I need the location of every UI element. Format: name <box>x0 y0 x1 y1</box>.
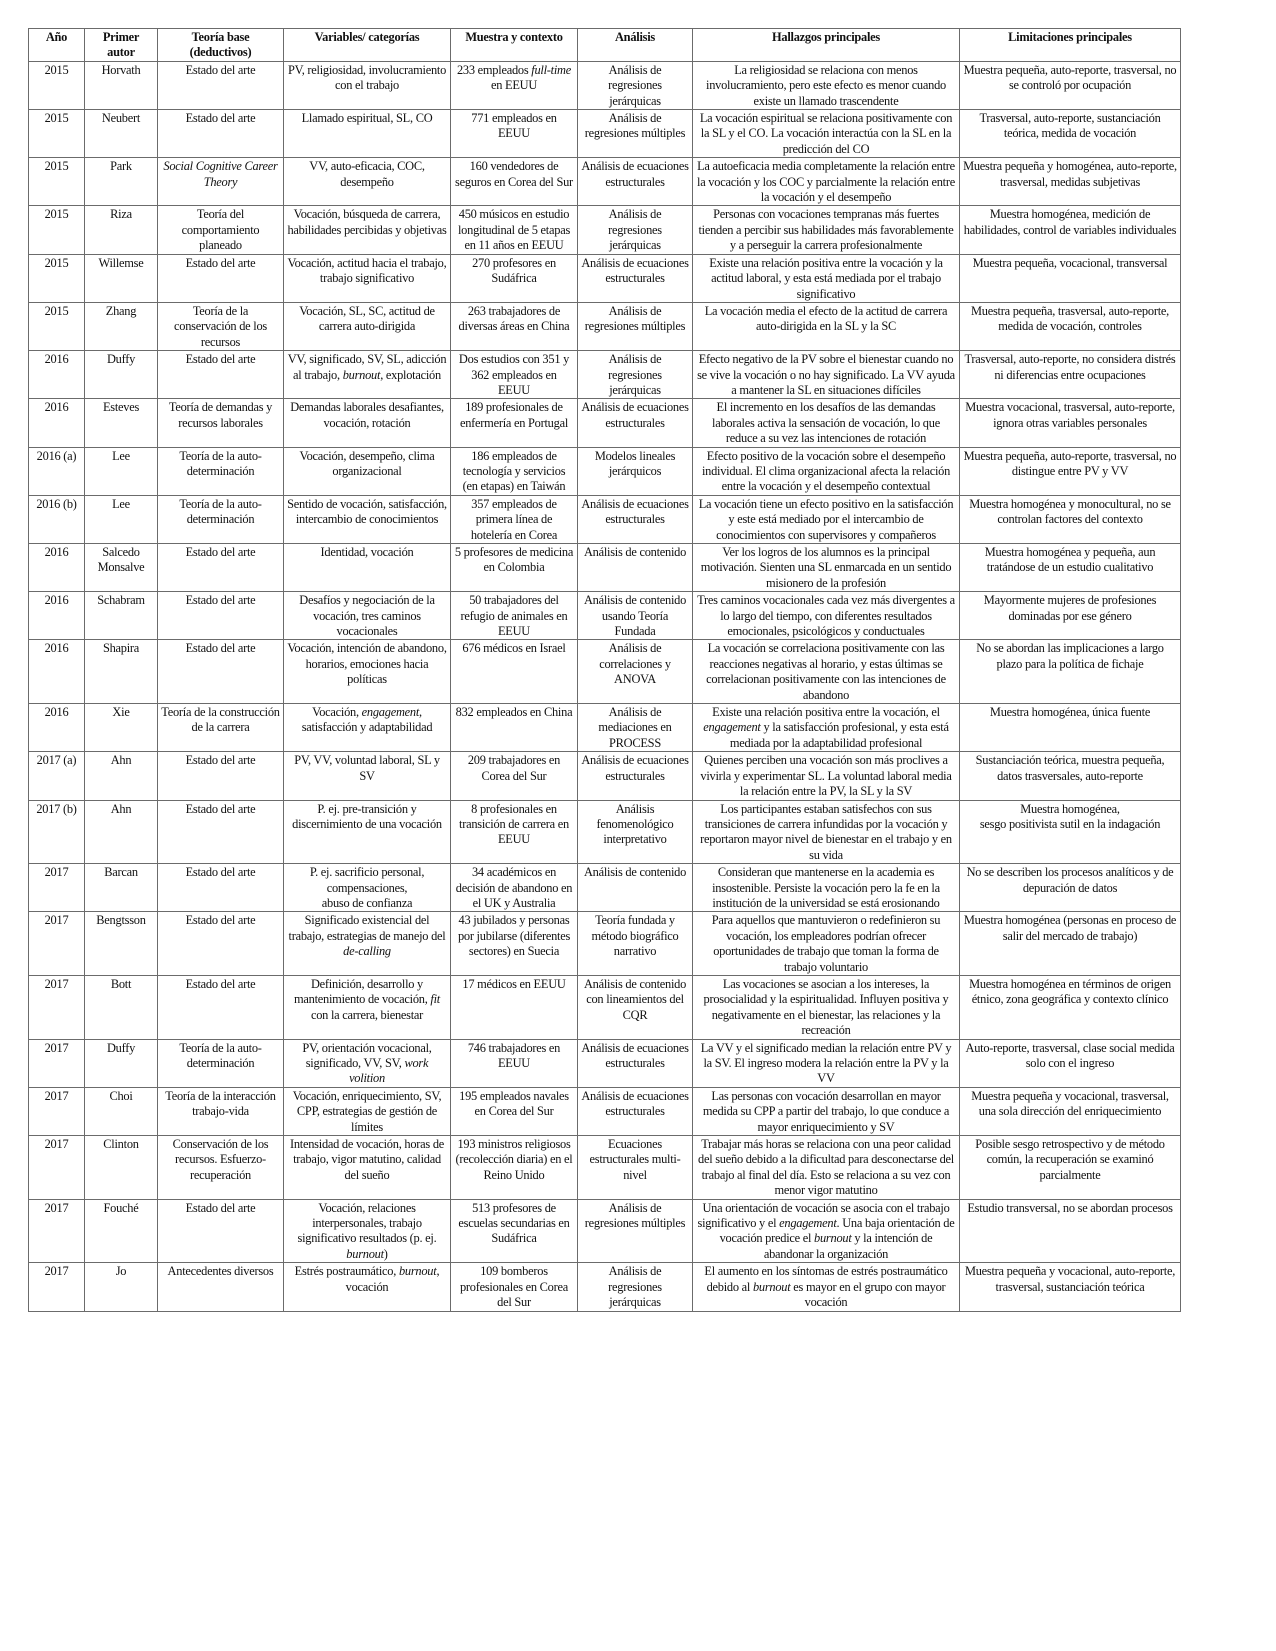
cell-findings: Ver los logros de los alumnos es la principal motivación. Sienten una SL enmarcada en un sentido misionero de la profesión <box>693 544 960 592</box>
cell-findings: El aumento en los síntomas de estrés postraumático debido al burnout es mayor en el grupo con mayor vocación <box>693 1263 960 1311</box>
cell-analysis: Análisis fenomenológico interpretativo <box>578 800 693 864</box>
cell-limitations: Muestra pequeña, auto-reporte, trasversal, no distingue entre PV y VV <box>960 447 1181 495</box>
cell-first-author: Neubert <box>85 110 158 158</box>
table-row <box>29 864 1181 912</box>
cell-limitations: Muestra pequeña y homogénea, auto-reporte, trasversal, medidas subjetivas <box>960 158 1181 206</box>
cell-findings: La vocación tiene un efecto positivo en la satisfacción y este está mediado por el intercambio de conocimientos con supervisores y compañeros <box>693 495 960 543</box>
cell-variables: Vocación, enriquecimiento, SV, CPP, estrategias de gestión de límites <box>284 1087 451 1135</box>
cell-variables: Vocación, intención de abandono, horarios, emociones hacia políticas <box>284 640 451 704</box>
cell-sample: 771 empleados en EEUU <box>451 110 578 158</box>
cell-analysis: Análisis de regresiones múltiples <box>578 1199 693 1263</box>
cell-variables: VV, auto-eficacia, COC, desempeño <box>284 158 451 206</box>
table-row <box>29 1087 1181 1135</box>
cell-findings: Efecto negativo de la PV sobre el bienestar cuando no se vive la vocación o no hay significado. La VV ayuda a mantener la SL en situaciones difíciles <box>693 351 960 399</box>
cell-base-theory: Teoría de la conservación de los recursos <box>158 302 284 350</box>
cell-limitations: Mayormente mujeres de profesiones dominadas por ese género <box>960 592 1181 640</box>
cell-sample: 17 médicos en EEUU <box>451 975 578 1039</box>
cell-sample: 5 profesores de medicina en Colombia <box>451 544 578 592</box>
cell-sample: 746 trabajadores en EEUU <box>451 1039 578 1087</box>
cell-limitations: Muestra homogénea y monocultural, no se controlan factores del contexto <box>960 495 1181 543</box>
cell-analysis: Análisis de ecuaciones estructurales <box>578 1087 693 1135</box>
cell-base-theory: Estado del arte <box>158 544 284 592</box>
cell-limitations: Trasversal, auto-reporte, sustanciación teórica, medida de vocación <box>960 110 1181 158</box>
cell-base-theory: Estado del arte <box>158 351 284 399</box>
cell-first-author: Willemse <box>85 254 158 302</box>
cell-limitations: Muestra homogénea (personas en proceso de salir del mercado de trabajo) <box>960 912 1181 976</box>
cell-year: 2017 <box>29 864 85 912</box>
table-row <box>29 1263 1181 1311</box>
cell-limitations: Muestra homogénea, sesgo positivista sutil en la indagación <box>960 800 1181 864</box>
cell-analysis: Análisis de ecuaciones estructurales <box>578 254 693 302</box>
cell-base-theory: Social Cognitive Career Theory <box>158 158 284 206</box>
cell-limitations: Muestra homogénea, única fuente <box>960 704 1181 752</box>
table-row <box>29 351 1181 399</box>
table-row <box>29 495 1181 543</box>
cell-base-theory: Estado del arte <box>158 592 284 640</box>
table-row <box>29 1136 1181 1200</box>
cell-first-author: Xie <box>85 704 158 752</box>
cell-limitations: Auto-reporte, trasversal, clase social medida solo con el ingreso <box>960 1039 1181 1087</box>
cell-sample: 193 ministros religiosos (recolección diaria) en el Reino Unido <box>451 1136 578 1200</box>
cell-analysis: Análisis de ecuaciones estructurales <box>578 1039 693 1087</box>
cell-findings: La VV y el significado median la relación entre PV y la SV. El ingreso modera la relación entre la PV y la VV <box>693 1039 960 1087</box>
cell-analysis: Análisis de contenido usando Teoría Fundada <box>578 592 693 640</box>
cell-variables: Vocación, actitud hacia el trabajo, trabajo significativo <box>284 254 451 302</box>
cell-findings: Las personas con vocación desarrollan en mayor medida su CPP a partir del trabajo, lo que conduce a mayor enriquecimiento y SV <box>693 1087 960 1135</box>
cell-variables: VV, significado, SV, SL, adicción al trabajo, burnout, explotación <box>284 351 451 399</box>
cell-limitations: Sustanciación teórica, muestra pequeña, datos trasversales, auto-reporte <box>960 752 1181 800</box>
header-first-author: Primer autor <box>85 29 158 62</box>
cell-year: 2015 <box>29 206 85 254</box>
cell-year: 2016 <box>29 640 85 704</box>
cell-findings: La autoeficacia media completamente la relación entre la vocación y los COC y parcialmente la relación entre la vocación y el desempeño <box>693 158 960 206</box>
cell-variables: Vocación, relaciones interpersonales, trabajo significativo resultados (p. ej. burnout) <box>284 1199 451 1263</box>
cell-sample: 676 médicos en Israel <box>451 640 578 704</box>
cell-variables: Intensidad de vocación, horas de trabajo, vigor matutino, calidad del sueño <box>284 1136 451 1200</box>
cell-base-theory: Estado del arte <box>158 912 284 976</box>
cell-sample: 263 trabajadores de diversas áreas en China <box>451 302 578 350</box>
cell-year: 2015 <box>29 61 85 109</box>
cell-base-theory: Estado del arte <box>158 975 284 1039</box>
cell-sample: Dos estudios con 351 y 362 empleados en EEUU <box>451 351 578 399</box>
cell-base-theory: Estado del arte <box>158 1199 284 1263</box>
cell-first-author: Duffy <box>85 351 158 399</box>
cell-variables: PV, VV, voluntad laboral, SL y SV <box>284 752 451 800</box>
cell-year: 2016 (b) <box>29 495 85 543</box>
table-row <box>29 254 1181 302</box>
cell-limitations: Posible sesgo retrospectivo y de método común, la recuperación se examinó parcialmente <box>960 1136 1181 1200</box>
cell-year: 2017 (b) <box>29 800 85 864</box>
cell-analysis: Análisis de mediaciones en PROCESS <box>578 704 693 752</box>
cell-variables: Sentido de vocación, satisfacción, intercambio de conocimientos <box>284 495 451 543</box>
cell-sample: 109 bomberos profesionales en Corea del Sur <box>451 1263 578 1311</box>
cell-year: 2017 (a) <box>29 752 85 800</box>
cell-findings: Una orientación de vocación se asocia con el trabajo significativo y el engagement. Una baja orientación de vocación predice el burnout y la intención de abandonar la organización <box>693 1199 960 1263</box>
cell-first-author: Jo <box>85 1263 158 1311</box>
cell-year: 2016 <box>29 351 85 399</box>
cell-base-theory: Teoría de la auto-determinación <box>158 495 284 543</box>
cell-sample: 357 empleados de primera línea de hotelería en Corea <box>451 495 578 543</box>
cell-sample: 186 empleados de tecnología y servicios (en etapas) en Taiwán <box>451 447 578 495</box>
header-year: Año <box>29 29 85 62</box>
cell-limitations: Estudio transversal, no se abordan procesos <box>960 1199 1181 1263</box>
cell-analysis: Análisis de regresiones jerárquicas <box>578 61 693 109</box>
cell-findings: La religiosidad se relaciona con menos involucramiento, pero este efecto es menor cuando existe un llamado trascendente <box>693 61 960 109</box>
header-limitations: Limitaciones principales <box>960 29 1181 62</box>
cell-limitations: No se abordan las implicaciones a largo plazo para la política de fichaje <box>960 640 1181 704</box>
cell-findings: Las vocaciones se asocian a los intereses, la prosocialidad y la espiritualidad. Influyen positiva y negativamente en el bienestar, las relaciones y la recreación <box>693 975 960 1039</box>
document-page <box>28 28 1180 1312</box>
cell-limitations: Trasversal, auto-reporte, no considera distrés ni diferencias entre ocupaciones <box>960 351 1181 399</box>
cell-limitations: Muestra pequeña y vocacional, auto-reporte, trasversal, sustanciación teórica <box>960 1263 1181 1311</box>
cell-year: 2015 <box>29 254 85 302</box>
cell-sample: 160 vendedores de seguros en Corea del Sur <box>451 158 578 206</box>
cell-sample: 195 empleados navales en Corea del Sur <box>451 1087 578 1135</box>
cell-base-theory: Antecedentes diversos <box>158 1263 284 1311</box>
cell-base-theory: Teoría de la auto-determinación <box>158 1039 284 1087</box>
cell-analysis: Ecuaciones estructurales multi-nivel <box>578 1136 693 1200</box>
cell-limitations: Muestra vocacional, trasversal, auto-reporte, ignora otras variables personales <box>960 399 1181 447</box>
cell-findings: Consideran que mantenerse en la academia es insostenible. Persiste la vocación pero la fe en la institución de la universidad se está erosionando <box>693 864 960 912</box>
cell-analysis: Análisis de regresiones jerárquicas <box>578 206 693 254</box>
cell-sample: 270 profesores en Sudáfrica <box>451 254 578 302</box>
cell-year: 2017 <box>29 1263 85 1311</box>
table-row <box>29 61 1181 109</box>
cell-year: 2017 <box>29 1087 85 1135</box>
table-row <box>29 399 1181 447</box>
cell-first-author: Esteves <box>85 399 158 447</box>
table-row <box>29 302 1181 350</box>
cell-first-author: Salcedo Monsalve <box>85 544 158 592</box>
header-base-theory: Teoría base (deductivos) <box>158 29 284 62</box>
cell-base-theory: Estado del arte <box>158 640 284 704</box>
cell-variables: Identidad, vocación <box>284 544 451 592</box>
table-row <box>29 447 1181 495</box>
header-findings: Hallazgos principales <box>693 29 960 62</box>
cell-sample: 34 académicos en decisión de abandono en el UK y Australia <box>451 864 578 912</box>
cell-findings: El incremento en los desafíos de las demandas laborales activa la sensación de vocación, lo que reduce a su vez las intenciones de rotación <box>693 399 960 447</box>
table-row <box>29 544 1181 592</box>
cell-year: 2017 <box>29 1039 85 1087</box>
cell-base-theory: Estado del arte <box>158 800 284 864</box>
cell-sample: 209 trabajadores en Corea del Sur <box>451 752 578 800</box>
header-variables: Variables/ categorías <box>284 29 451 62</box>
cell-analysis: Análisis de correlaciones y ANOVA <box>578 640 693 704</box>
cell-variables: P. ej. pre-transición y discernimiento de una vocación <box>284 800 451 864</box>
cell-limitations: No se describen los procesos analíticos y de depuración de datos <box>960 864 1181 912</box>
cell-findings: La vocación se correlaciona positivamente con las reacciones negativas al horario, y estas últimas se correlacionan positivamente con las intenciones de abandono <box>693 640 960 704</box>
cell-base-theory: Teoría de la construcción de la carrera <box>158 704 284 752</box>
cell-first-author: Ahn <box>85 800 158 864</box>
cell-first-author: Bott <box>85 975 158 1039</box>
cell-first-author: Horvath <box>85 61 158 109</box>
table-row <box>29 206 1181 254</box>
cell-findings: La vocación espiritual se relaciona positivamente con la SL y el CO. La vocación interactúa con la SL en la predicción del CO <box>693 110 960 158</box>
cell-variables: Llamado espiritual, SL, CO <box>284 110 451 158</box>
cell-analysis: Análisis de regresiones jerárquicas <box>578 1263 693 1311</box>
header-analysis: Análisis <box>578 29 693 62</box>
cell-limitations: Muestra pequeña, vocacional, transversal <box>960 254 1181 302</box>
cell-limitations: Muestra homogénea, medición de habilidades, control de variables individuales <box>960 206 1181 254</box>
cell-year: 2016 <box>29 399 85 447</box>
cell-analysis: Análisis de ecuaciones estructurales <box>578 752 693 800</box>
table-row <box>29 975 1181 1039</box>
table-row <box>29 592 1181 640</box>
cell-limitations: Muestra homogénea en términos de origen étnico, zona geográfica y contexto clínico <box>960 975 1181 1039</box>
table-row <box>29 1199 1181 1263</box>
cell-analysis: Análisis de contenido <box>578 544 693 592</box>
cell-variables: Demandas laborales desafiantes, vocación, rotación <box>284 399 451 447</box>
cell-findings: La vocación media el efecto de la actitud de carrera auto-dirigida en la SL y la SC <box>693 302 960 350</box>
cell-findings: Efecto positivo de la vocación sobre el desempeño individual. El clima organizacional afecta la relación entre la vocación y el desempeño contextual <box>693 447 960 495</box>
cell-findings: Los participantes estaban satisfechos con sus transiciones de carrera infundidas por la vocación y reportaron mayor nivel de bienestar en el trabajo y en su vida <box>693 800 960 864</box>
cell-findings: Quienes perciben una vocación son más proclives a vivirla y experimentar SL. La voluntad laboral media la relación entre la PV, la SL y la SV <box>693 752 960 800</box>
cell-year: 2017 <box>29 1199 85 1263</box>
cell-limitations: Muestra pequeña, trasversal, auto-reporte, medida de vocación, controles <box>960 302 1181 350</box>
cell-analysis: Análisis de regresiones múltiples <box>578 110 693 158</box>
cell-findings: Trabajar más horas se relaciona con una peor calidad del sueño debido a la dificultad para desconectarse del trabajo al final del día. Esto se relaciona a su vez con menor vigor matutino <box>693 1136 960 1200</box>
cell-first-author: Fouché <box>85 1199 158 1263</box>
cell-variables: Desafíos y negociación de la vocación, tres caminos vocacionales <box>284 592 451 640</box>
literature-review-table <box>28 28 1181 1312</box>
table-row <box>29 704 1181 752</box>
cell-first-author: Ahn <box>85 752 158 800</box>
cell-variables: Vocación, engagement, satisfacción y adaptabilidad <box>284 704 451 752</box>
cell-sample: 450 músicos en estudio longitudinal de 5 etapas en 11 años en EEUU <box>451 206 578 254</box>
cell-year: 2017 <box>29 912 85 976</box>
cell-year: 2016 (a) <box>29 447 85 495</box>
cell-first-author: Schabram <box>85 592 158 640</box>
table-row <box>29 752 1181 800</box>
cell-analysis: Modelos lineales jerárquicos <box>578 447 693 495</box>
cell-base-theory: Teoría de la auto-determinación <box>158 447 284 495</box>
cell-base-theory: Teoría de demandas y recursos laborales <box>158 399 284 447</box>
cell-sample: 233 empleados full-time en EEUU <box>451 61 578 109</box>
cell-limitations: Muestra pequeña y vocacional, trasversal, una sola dirección del enriquecimiento <box>960 1087 1181 1135</box>
table-row <box>29 640 1181 704</box>
cell-year: 2017 <box>29 1136 85 1200</box>
cell-limitations: Muestra pequeña, auto-reporte, trasversal, no se controló por ocupación <box>960 61 1181 109</box>
cell-findings: Para aquellos que mantuvieron o redefinieron su vocación, los empleadores podrían ofrecer oportunidades de trabajo que toman la forma de trabajo voluntario <box>693 912 960 976</box>
cell-first-author: Shapira <box>85 640 158 704</box>
cell-base-theory: Estado del arte <box>158 61 284 109</box>
cell-variables: Vocación, SL, SC, actitud de carrera auto-dirigida <box>284 302 451 350</box>
cell-analysis: Análisis de contenido con lineamientos del CQR <box>578 975 693 1039</box>
cell-first-author: Barcan <box>85 864 158 912</box>
table-row <box>29 800 1181 864</box>
cell-base-theory: Estado del arte <box>158 752 284 800</box>
table-body <box>29 61 1181 1311</box>
cell-year: 2016 <box>29 544 85 592</box>
cell-year: 2016 <box>29 704 85 752</box>
cell-base-theory: Teoría de la interacción trabajo-vida <box>158 1087 284 1135</box>
header-sample: Muestra y contexto <box>451 29 578 62</box>
cell-sample: 189 profesionales de enfermería en Portugal <box>451 399 578 447</box>
cell-analysis: Análisis de regresiones jerárquicas <box>578 351 693 399</box>
table-row <box>29 110 1181 158</box>
cell-base-theory: Estado del arte <box>158 110 284 158</box>
cell-findings: Personas con vocaciones tempranas más fuertes tienden a percibir sus habilidades más favorablemente y a perseguir la carrera profesionalmente <box>693 206 960 254</box>
cell-base-theory: Teoría del comportamiento planeado <box>158 206 284 254</box>
cell-limitations: Muestra homogénea y pequeña, aun tratándose de un estudio cualitativo <box>960 544 1181 592</box>
cell-first-author: Lee <box>85 495 158 543</box>
cell-first-author: Clinton <box>85 1136 158 1200</box>
cell-variables: Significado existencial del trabajo, estrategias de manejo del de-calling <box>284 912 451 976</box>
cell-analysis: Análisis de contenido <box>578 864 693 912</box>
cell-analysis: Análisis de ecuaciones estructurales <box>578 158 693 206</box>
table-header <box>29 29 1181 62</box>
cell-sample: 8 profesionales en transición de carrera en EEUU <box>451 800 578 864</box>
cell-analysis: Análisis de ecuaciones estructurales <box>578 495 693 543</box>
cell-sample: 43 jubilados y personas por jubilarse (diferentes sectores) en Suecia <box>451 912 578 976</box>
cell-base-theory: Estado del arte <box>158 254 284 302</box>
cell-first-author: Park <box>85 158 158 206</box>
cell-variables: PV, orientación vocacional, significado, VV, SV, work volition <box>284 1039 451 1087</box>
cell-variables: Vocación, desempeño, clima organizacional <box>284 447 451 495</box>
cell-first-author: Bengtsson <box>85 912 158 976</box>
cell-analysis: Análisis de ecuaciones estructurales <box>578 399 693 447</box>
cell-year: 2015 <box>29 302 85 350</box>
cell-findings: Existe una relación positiva entre la vocación y la actitud laboral, y esta está mediada por el trabajo significativo <box>693 254 960 302</box>
header-row <box>29 29 1181 62</box>
cell-first-author: Lee <box>85 447 158 495</box>
cell-year: 2016 <box>29 592 85 640</box>
cell-analysis: Análisis de regresiones múltiples <box>578 302 693 350</box>
cell-year: 2017 <box>29 975 85 1039</box>
cell-sample: 513 profesores de escuelas secundarias en Sudáfrica <box>451 1199 578 1263</box>
cell-variables: PV, religiosidad, involucramiento con el trabajo <box>284 61 451 109</box>
cell-findings: Existe una relación positiva entre la vocación, el engagement y la satisfacción profesional, y esta está mediada por la adaptabilidad profesional <box>693 704 960 752</box>
table-row <box>29 1039 1181 1087</box>
table-row <box>29 912 1181 976</box>
cell-first-author: Zhang <box>85 302 158 350</box>
table-row <box>29 158 1181 206</box>
cell-variables: P. ej. sacrificio personal, compensaciones, abuso de confianza <box>284 864 451 912</box>
cell-variables: Definición, desarrollo y mantenimiento de vocación, fit con la carrera, bienestar <box>284 975 451 1039</box>
cell-first-author: Duffy <box>85 1039 158 1087</box>
cell-first-author: Riza <box>85 206 158 254</box>
cell-first-author: Choi <box>85 1087 158 1135</box>
cell-variables: Estrés postraumático, burnout, vocación <box>284 1263 451 1311</box>
cell-year: 2015 <box>29 110 85 158</box>
cell-findings: Tres caminos vocacionales cada vez más divergentes a lo largo del tiempo, con diferentes resultados emocionales, psicológicos y conductuales <box>693 592 960 640</box>
cell-base-theory: Estado del arte <box>158 864 284 912</box>
cell-sample: 832 empleados en China <box>451 704 578 752</box>
cell-base-theory: Conservación de los recursos. Esfuerzo-recuperación <box>158 1136 284 1200</box>
cell-analysis: Teoría fundada y método biográfico narrativo <box>578 912 693 976</box>
cell-sample: 50 trabajadores del refugio de animales en EEUU <box>451 592 578 640</box>
cell-variables: Vocación, búsqueda de carrera, habilidades percibidas y objetivas <box>284 206 451 254</box>
cell-year: 2015 <box>29 158 85 206</box>
